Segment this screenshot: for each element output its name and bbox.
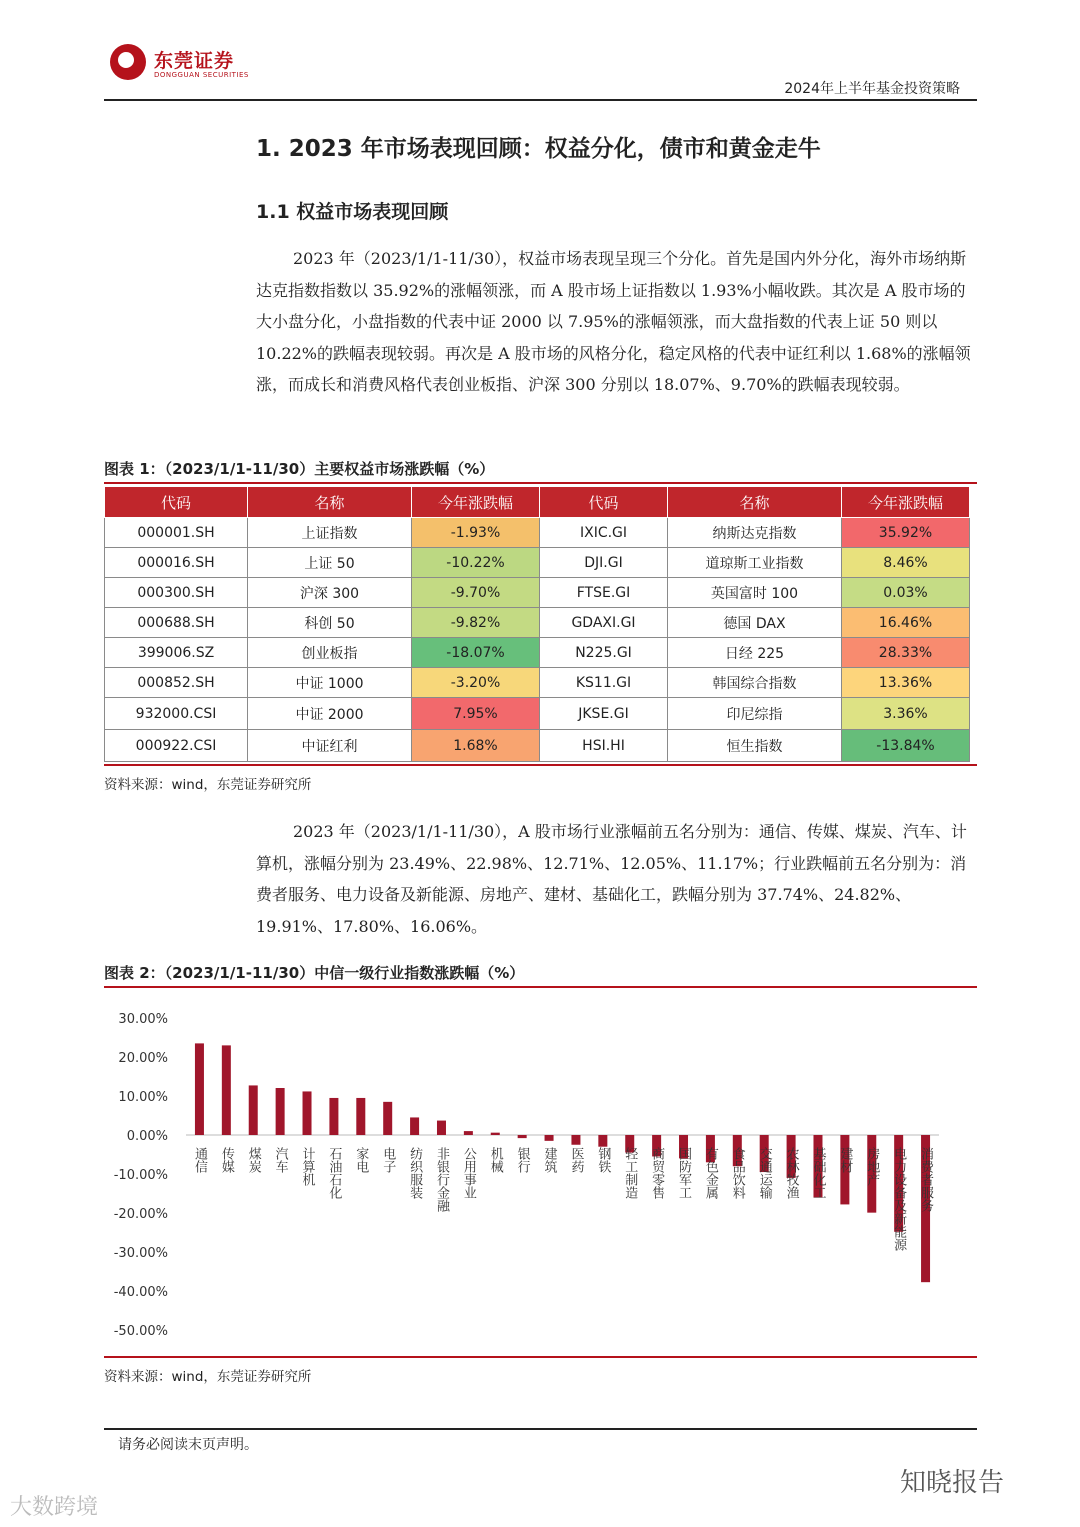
category-label: 非银行金融 (433, 1147, 449, 1212)
code-cell: 000016.SH (105, 548, 248, 578)
return-cell: -10.22% (412, 548, 540, 578)
return-cell: -3.20% (412, 668, 540, 698)
return-cell: -13.84% (842, 730, 970, 762)
code-cell: 000922.CSI (105, 730, 248, 762)
col-header: 代码 (105, 487, 248, 518)
bar (356, 1098, 365, 1135)
col-header: 今年涨跌幅 (842, 487, 970, 518)
y-tick-label: -20.00% (113, 1207, 168, 1222)
col-header: 今年涨跌幅 (412, 487, 540, 518)
return-cell: 3.36% (842, 698, 970, 730)
code-cell: 000688.SH (105, 608, 248, 638)
return-cell: 8.46% (842, 548, 970, 578)
return-cell: -9.70% (412, 578, 540, 608)
col-header: 代码 (540, 487, 668, 518)
bar (195, 1043, 204, 1135)
bar (518, 1135, 527, 1138)
footer-divider (104, 1428, 977, 1430)
code-cell: IXIC.GI (540, 518, 668, 548)
table-header-row (105, 487, 970, 518)
bar (545, 1135, 554, 1141)
category-label: 钢铁 (595, 1147, 611, 1173)
name-cell: 中证 1000 (248, 668, 412, 698)
code-cell: JKSE.GI (540, 698, 668, 730)
logo-mark-icon (110, 44, 146, 80)
y-tick-label: 30.00% (118, 1012, 168, 1027)
name-cell: 上证 50 (248, 548, 412, 578)
table-row (105, 638, 970, 668)
table-bottom-rule (104, 764, 977, 766)
code-cell: 932000.CSI (105, 698, 248, 730)
category-label: 医药 (568, 1147, 584, 1173)
bar (303, 1091, 312, 1135)
header-divider (104, 99, 977, 101)
chart-source: 资料来源：wind，东莞证券研究所 (104, 1369, 312, 1385)
y-tick-label: 10.00% (118, 1090, 168, 1105)
category-label: 电子 (380, 1147, 396, 1173)
watermark-brand: 知晓报告 (900, 1468, 1005, 1498)
bar (571, 1135, 580, 1145)
category-label: 银行 (514, 1147, 530, 1173)
y-tick-label: -30.00% (113, 1246, 168, 1261)
table-top-rule (104, 482, 977, 484)
section-heading: 1. 2023 年市场表现回顾：权益分化，债市和黄金走牛 (256, 136, 821, 162)
code-cell: 000300.SH (105, 578, 248, 608)
paragraph-1-text: 2023 年（2023/1/1-11/30），权益市场表现呈现三个分化。首先是国内外分化，海外市场纳斯达克指数指数以 35.92%的涨幅领涨，而 A 股市场上证指数以 1.93%小幅收跌。其次是 A 股市场的大小盘分化，小盘指数的代表中证 2000 以 7.95%的涨幅领涨，而大盘指数的代表上证 50 则以 10.22%的跌幅表现较弱。再次是 A 股市场的风格分化，稳定风格的代表中证红利以 1.68%的涨幅领涨，而成长和消费风格代表创业板指、沪深 300 分别以 18.07%、9.70%的跌幅表现较弱。 (256, 249, 971, 394)
paragraph-2-text: 2023 年（2023/1/1-11/30），A 股市场行业涨幅前五名分别为：通信、传媒、煤炭、汽车、计算机，涨幅分别为 23.49%、22.98%、12.71%、12.05%、11.17%；行业跌幅前五名分别为：消费者服务、电力设备及新能源、房地产、建材、基础化工，跌幅分别为 37.74%、24.82%、19.91%、17.80%、16.06%。 (256, 822, 967, 936)
disclaimer-text: 请务必阅读末页声明。 (118, 1437, 258, 1453)
return-cell: 35.92% (842, 518, 970, 548)
name-cell: 科创 50 (248, 608, 412, 638)
category-label: 轻工制造 (622, 1147, 638, 1199)
company-logo (110, 40, 250, 84)
name-cell: 恒生指数 (668, 730, 842, 762)
category-label: 有色金属 (702, 1147, 718, 1199)
logo-subtext: DONGGUAN SECURITIES (154, 71, 249, 79)
category-label: 机械 (487, 1147, 503, 1173)
bar (329, 1098, 338, 1135)
bar (437, 1121, 446, 1135)
code-cell: 000001.SH (105, 518, 248, 548)
y-tick-label: -10.00% (113, 1168, 168, 1183)
bar (276, 1088, 285, 1135)
category-label: 石油石化 (326, 1147, 342, 1199)
chart-bottom-rule (104, 1356, 977, 1358)
col-header: 名称 (248, 487, 412, 518)
category-label: 国防军工 (676, 1147, 692, 1199)
return-cell: 13.36% (842, 668, 970, 698)
code-cell: HSI.HI (540, 730, 668, 762)
category-label: 消费者服务 (918, 1147, 934, 1212)
code-cell: 399006.SZ (105, 638, 248, 668)
name-cell: 沪深 300 (248, 578, 412, 608)
name-cell: 中证 2000 (248, 698, 412, 730)
bar (410, 1117, 419, 1135)
table-row (105, 608, 970, 638)
logo-text: 东莞证券 (154, 50, 235, 72)
return-cell: 0.03% (842, 578, 970, 608)
bar (249, 1085, 258, 1135)
y-tick-label: 20.00% (118, 1051, 168, 1066)
category-label: 汽车 (272, 1147, 288, 1173)
bar (222, 1045, 231, 1135)
category-label: 基础化工 (810, 1147, 826, 1199)
return-cell: 7.95% (412, 698, 540, 730)
category-label: 农林牧渔 (783, 1147, 799, 1199)
category-label: 交通运输 (756, 1147, 772, 1199)
name-cell: 印尼综指 (668, 698, 842, 730)
category-label: 商贸零售 (649, 1147, 665, 1199)
chart-caption: 图表 2：（2023/1/1-11/30）中信一级行业指数涨跌幅（%） (104, 964, 525, 982)
return-cell: -9.82% (412, 608, 540, 638)
category-label: 公用事业 (460, 1147, 476, 1199)
industry-returns-chart (104, 998, 977, 1350)
return-cell: -1.93% (412, 518, 540, 548)
category-label: 传媒 (218, 1147, 234, 1173)
bar (383, 1102, 392, 1135)
return-cell: 1.68% (412, 730, 540, 762)
table-row (105, 668, 970, 698)
category-label: 电力设备及新能源 (891, 1147, 907, 1251)
bar (598, 1135, 607, 1147)
category-label: 纺织服装 (407, 1147, 423, 1199)
name-cell: 上证指数 (248, 518, 412, 548)
return-cell: 16.46% (842, 608, 970, 638)
name-cell: 中证红利 (248, 730, 412, 762)
chart-top-rule (104, 986, 977, 988)
category-label: 房地产 (864, 1147, 880, 1186)
category-label: 计算机 (299, 1147, 315, 1186)
table-row (105, 730, 970, 762)
category-label: 建材 (837, 1147, 853, 1173)
category-label: 通信 (191, 1147, 207, 1173)
table-row (105, 548, 970, 578)
watermark-left: 大数跨境 (10, 1495, 99, 1520)
category-label: 煤炭 (245, 1147, 261, 1173)
code-cell: GDAXI.GI (540, 608, 668, 638)
col-header: 名称 (668, 487, 842, 518)
y-tick-label: -40.00% (113, 1285, 168, 1300)
y-tick-label: 0.00% (126, 1129, 168, 1144)
table-source: 资料来源：wind，东莞证券研究所 (104, 777, 312, 793)
name-cell: 纳斯达克指数 (668, 518, 842, 548)
table-caption: 图表 1：（2023/1/1-11/30）主要权益市场涨跌幅（%） (104, 460, 495, 478)
code-cell: N225.GI (540, 638, 668, 668)
name-cell: 韩国综合指数 (668, 668, 842, 698)
category-label: 食品饮料 (729, 1147, 745, 1199)
bar (491, 1133, 500, 1135)
table-row (105, 698, 970, 730)
return-cell: 28.33% (842, 638, 970, 668)
name-cell: 创业板指 (248, 638, 412, 668)
name-cell: 英国富时 100 (668, 578, 842, 608)
code-cell: 000852.SH (105, 668, 248, 698)
category-label: 家电 (353, 1147, 369, 1173)
report-title: 2024年上半年基金投资策略 (784, 81, 960, 97)
subsection-heading: 1.1 权益市场表现回顾 (256, 201, 449, 223)
market-returns-table (104, 486, 970, 762)
code-cell: DJI.GI (540, 548, 668, 578)
table-row (105, 518, 970, 548)
paragraph-2 (256, 816, 978, 942)
name-cell: 日经 225 (668, 638, 842, 668)
name-cell: 道琼斯工业指数 (668, 548, 842, 578)
category-label: 建筑 (541, 1147, 557, 1173)
bar (464, 1131, 473, 1135)
code-cell: KS11.GI (540, 668, 668, 698)
table-row (105, 578, 970, 608)
y-tick-label: -50.00% (113, 1324, 168, 1339)
code-cell: FTSE.GI (540, 578, 668, 608)
name-cell: 德国 DAX (668, 608, 842, 638)
return-cell: -18.07% (412, 638, 540, 668)
paragraph-1 (256, 243, 978, 401)
